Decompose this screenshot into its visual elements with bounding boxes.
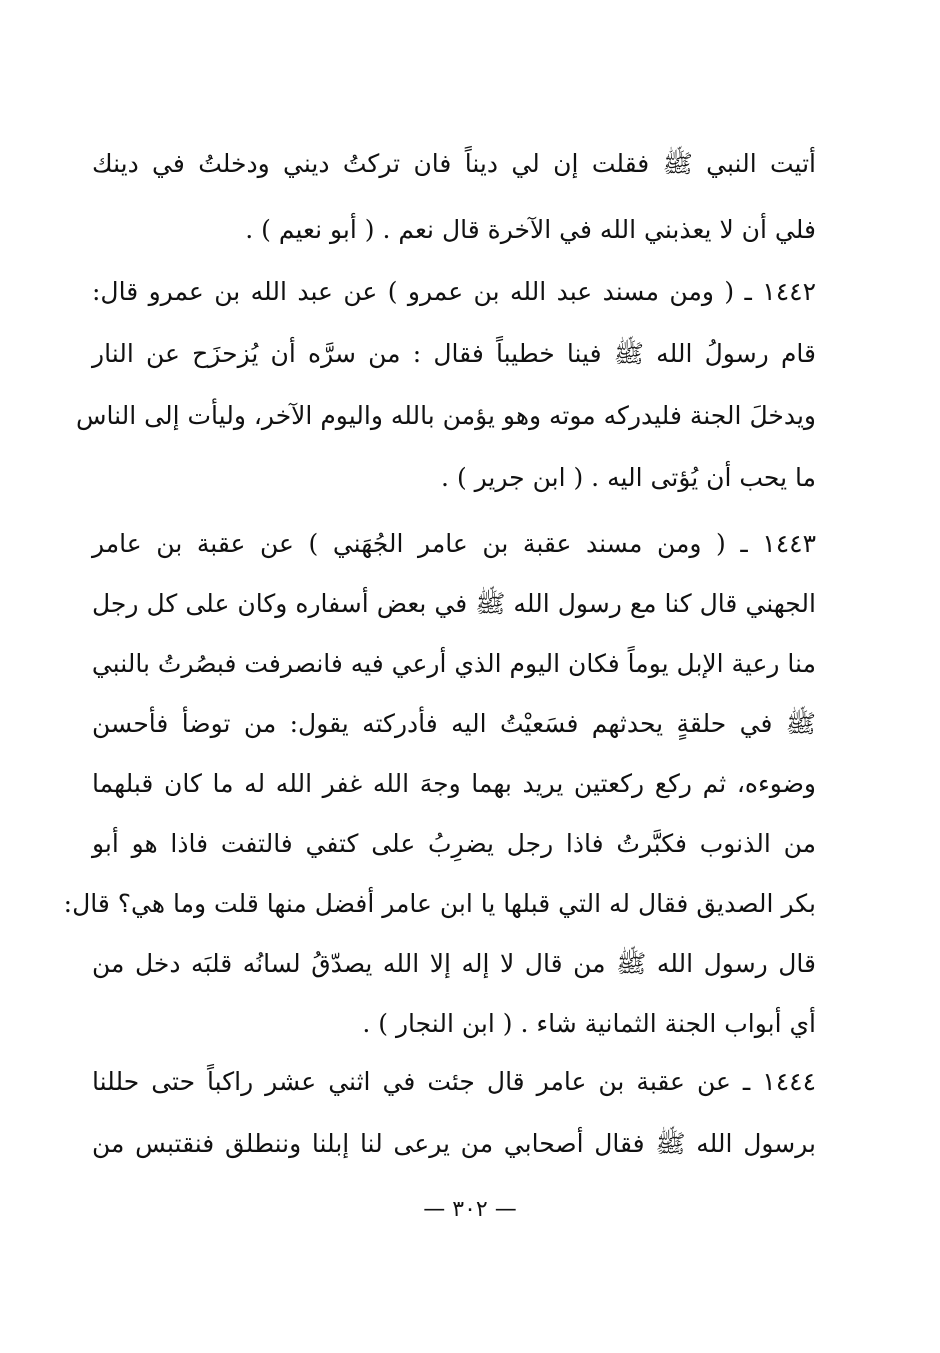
- text-line: وضوءه، ثم ركع ركعتين يريد بهما وجهَ الله غفر الله له ما كان قبلهما: [92, 769, 816, 798]
- text-line: ١٤٤٣ ـ ( ومن مسند عقبة بن عامر الجُهَني ) عن عقبة بن عامر: [92, 529, 816, 558]
- text-line: أتيت النبي ﷺ فقلت إن لي ديناً فان تركتُ ديني ودخلتُ في دينك: [92, 149, 816, 178]
- text-line: قام رسولُ الله ﷺ فينا خطيباً فقال : من سرَّه أن يُزحزَح عن النار: [92, 339, 816, 368]
- text-line: ﷺ في حلقةٍ يحدثهم فسَعيْتُ اليه فأدركته يقول: من توضأ فأحسن: [92, 709, 816, 738]
- text-line: ما يحب أن يُؤتى اليه . ( ابن جرير ) .: [441, 463, 816, 492]
- text-line: الجهني قال كنا مع رسول الله ﷺ في بعض أسفاره وكان على كل رجل: [92, 589, 816, 618]
- text-line: فلي أن لا يعذبني الله في الآخرة قال نعم . ( أبو نعيم ) .: [245, 215, 816, 244]
- text-line: ويدخلَ الجنة فليدركه موته وهو يؤمن بالله واليوم الآخر، وليأت إلى الناس: [75, 401, 816, 430]
- text-line: ١٤٤٢ ـ ( ومن مسند عبد الله بن عمرو ) عن عبد الله بن عمرو قال:: [92, 277, 816, 306]
- text-line: منا رعية الإبل يوماً فكان اليوم الذي أرعي فيه فانصرفت فبصُرتُ بالنبي: [91, 649, 816, 678]
- page-number: — ٣٠٢ —: [423, 1197, 517, 1222]
- text-line: من الذنوب فكبَّرتُ فاذا رجل يضرِبُ على كتفي فالتفت فاذا هو أبو: [92, 829, 816, 858]
- text-line: قال رسول الله ﷺ من قال لا إله إلا الله يصدّقُ لسانُه قلبَه دخل من: [92, 949, 816, 978]
- text-line: برسول الله ﷺ فقال أصحابي من يرعى لنا إبلنا وننطلق فنقتبس من: [92, 1129, 816, 1158]
- text-line: أي أبواب الجنة الثمانية شاء . ( ابن النجار ) .: [362, 1009, 816, 1038]
- text-line: ١٤٤٤ ـ عن عقبة بن عامر قال جئت في اثني عشر راكباً حتى حللنا: [92, 1067, 816, 1096]
- text-line: بكر الصديق فقال له التي قبلها يا ابن عامر أفضل منها قلت وما هي؟ قال:: [63, 889, 816, 918]
